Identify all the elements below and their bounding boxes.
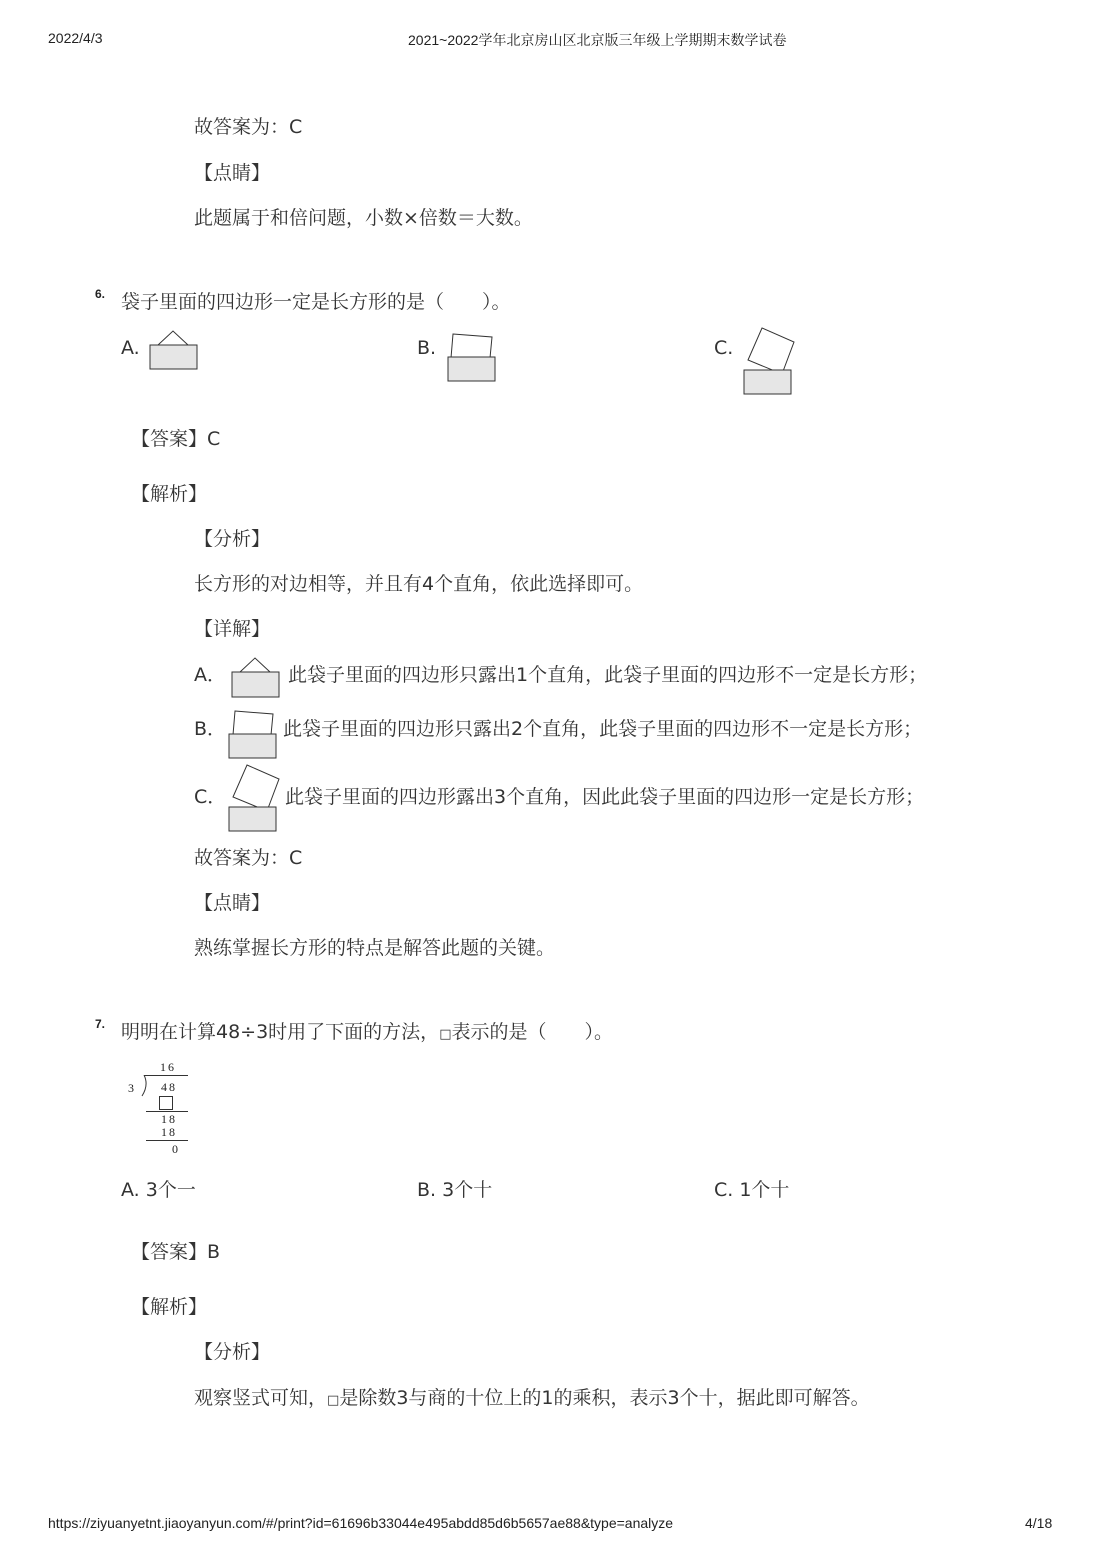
division-partial-1: 18: [161, 1112, 177, 1126]
footer-url[interactable]: https://ziyuanyetnt.jiaoyanyun.com/#/print?id=61696b33044e495abdd85d6b5657ae88&type=analyze: [48, 1515, 674, 1531]
q7-option-c[interactable]: C. 1个十: [714, 1179, 790, 1201]
question-7-stem: [121, 1020, 613, 1047]
q6-detail-b-text: 此袋子里面的四边形只露出2个直角，此袋子里面的四边形不一定是长方形；: [283, 718, 923, 740]
q7-fenxi-box: □: [327, 1393, 340, 1408]
q7-analysis-label: 【解析】: [131, 1296, 208, 1318]
q6-answer-value: C: [207, 428, 221, 450]
q6-detail-c-text: 此袋子里面的四边形露出3个直角，因此此袋子里面的四边形一定是长方形；: [285, 786, 925, 808]
q6-option-a-figure: [148, 329, 200, 371]
q6-analysis-label: 【解析】: [131, 483, 208, 505]
question-number-7: 7.: [95, 1017, 106, 1031]
division-line-2: [146, 1140, 188, 1141]
q6-detail-a-figure: [230, 656, 282, 700]
division-partial-2: 18: [161, 1125, 177, 1139]
division-dividend: 48: [161, 1080, 177, 1094]
q6-dianjing-heading: 【点睛】: [194, 892, 271, 914]
prev-dianjing-text: 此题属于和倍问题，小数×倍数＝大数。: [194, 207, 533, 229]
division-divisor: 3: [128, 1081, 134, 1095]
q6-dianjing-text: 熟练掌握长方形的特点是解答此题的关键。: [194, 937, 556, 959]
q6-answer: [131, 427, 220, 451]
q6-fenxi-text: 长方形的对边相等，并且有4个直角，依此选择即可。: [194, 573, 644, 595]
q7-stem-box: □: [439, 1027, 452, 1042]
division-bar: [144, 1075, 188, 1076]
question-6-stem: 袋子里面的四边形一定是长方形的是（ ）。: [121, 291, 511, 313]
long-division-figure: [124, 1060, 194, 1160]
q7-fenxi-heading: 【分析】: [194, 1341, 271, 1363]
division-remainder: 0: [172, 1142, 178, 1156]
q7-fenxi-part-a: 观察竖式可知，: [194, 1387, 328, 1409]
question-number-6: 6.: [95, 287, 106, 301]
q7-answer-label: 【答案】: [131, 1241, 208, 1263]
q7-stem-part-b: 表示的是（ ）。: [451, 1021, 613, 1043]
q6-detail-a-text: 此袋子里面的四边形只露出1个直角，此袋子里面的四边形不一定是长方形；: [288, 664, 928, 686]
q7-option-a[interactable]: A. 3个一: [121, 1179, 196, 1201]
q6-option-a-label[interactable]: A.: [121, 337, 140, 359]
q6-answer-label: 【答案】: [131, 428, 208, 450]
division-bracket: [140, 1075, 150, 1097]
q6-option-b-label[interactable]: B.: [417, 337, 437, 359]
q6-option-b-figure: [446, 332, 498, 384]
q7-option-b[interactable]: B. 3个十: [417, 1179, 493, 1201]
prev-dianjing-heading: 【点睛】: [194, 162, 271, 184]
q7-stem-part-a: 明明在计算48÷3时用了下面的方法，: [121, 1021, 440, 1043]
q7-fenxi-text: [194, 1386, 870, 1413]
prev-conclusion: 故答案为：C: [194, 116, 303, 138]
q7-answer: [131, 1240, 220, 1264]
division-blank-box: [159, 1096, 173, 1110]
document-title: 2021~2022学年北京房山区北京版三年级上学期期末数学试卷: [408, 32, 787, 48]
q7-fenxi-part-b: 是除数3与商的十位上的1的乘积，表示3个十，据此即可解答。: [339, 1387, 870, 1409]
q7-answer-value: B: [207, 1241, 221, 1263]
q6-conclusion: 故答案为：C: [194, 847, 303, 869]
q6-detail-b-prefix: B．: [194, 718, 227, 740]
page-number: 4/18: [1025, 1515, 1053, 1531]
q6-fenxi-heading: 【分析】: [194, 528, 271, 550]
q6-detail-b-figure: [227, 709, 279, 761]
q6-option-c-figure: [742, 326, 798, 398]
q6-option-c-label[interactable]: C.: [714, 337, 734, 359]
print-date: 2022/4/3: [48, 30, 103, 46]
q6-xiangjie-heading: 【详解】: [194, 618, 271, 640]
q6-detail-c-prefix: C．: [194, 786, 227, 808]
division-quotient: 16: [160, 1060, 176, 1074]
q6-detail-a-prefix: A．: [194, 664, 226, 686]
q6-detail-c-figure: [227, 763, 283, 835]
